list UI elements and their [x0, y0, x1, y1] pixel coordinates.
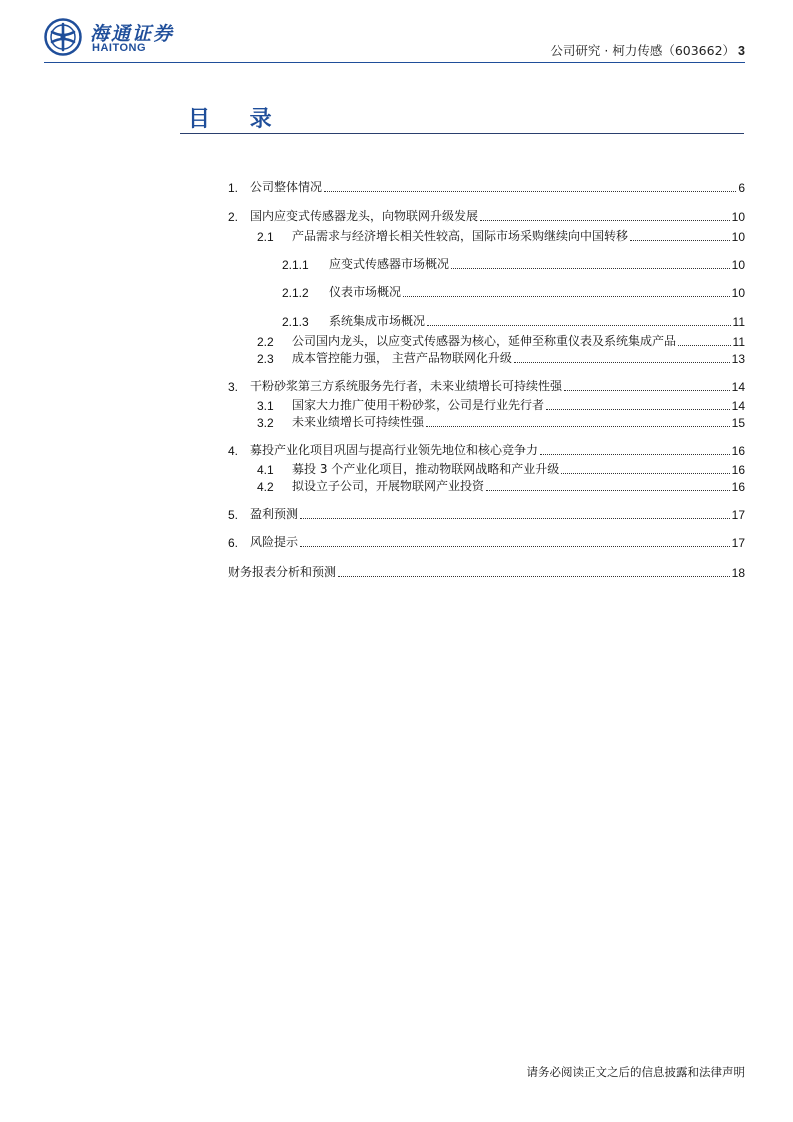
toc-entry-page: 14: [731, 399, 745, 413]
page-header: [0, 0, 793, 70]
page-number: 3: [738, 44, 745, 58]
toc-dot-leader: [403, 296, 730, 297]
toc-entry[interactable]: [257, 414, 745, 430]
toc-entry[interactable]: [257, 397, 745, 413]
toc-entry-page: 11: [732, 335, 745, 349]
toc-entry-page: 10: [731, 286, 745, 300]
haitong-logo-icon: [44, 18, 82, 56]
toc-entry[interactable]: [282, 313, 745, 329]
toc-entry[interactable]: [228, 534, 745, 550]
toc-entry[interactable]: [257, 478, 745, 494]
toc-entry-number: 2.3: [257, 352, 274, 366]
toc-entry[interactable]: [228, 378, 745, 394]
toc-entry-page: 11: [732, 315, 745, 329]
toc-entry-number: 1.: [228, 181, 239, 195]
toc-dot-leader: [427, 325, 731, 326]
toc-title-rule: [180, 133, 744, 134]
toc-entry[interactable]: [228, 442, 745, 458]
toc-entry-title: 应变式传感器市场概况: [329, 257, 450, 271]
toc-entry[interactable]: [228, 179, 745, 195]
logo-chinese-text: 海通证券: [90, 23, 175, 45]
toc-entry-title: 仪表市场概况: [329, 285, 402, 299]
toc-dot-leader: [630, 240, 730, 241]
toc-dot-leader: [300, 518, 730, 519]
toc-entry-number: 6.: [228, 536, 239, 550]
toc-entry-page: 18: [731, 566, 745, 580]
toc-dot-leader: [426, 426, 730, 427]
toc-dot-leader: [540, 454, 730, 455]
toc-entry-number: 2.2: [257, 335, 274, 349]
toc-entry[interactable]: [282, 284, 745, 300]
toc-entry-title: 风险提示: [250, 535, 299, 549]
toc-entry-title: 国家大力推广使用干粉砂浆，公司是行业先行者: [292, 398, 545, 412]
logo-english-text: HAITONG: [92, 42, 147, 54]
toc-entry-title: 募投产业化项目巩固与提高行业领先地位和核心竞争力: [250, 443, 539, 457]
toc-entry-title: 未来业绩增长可持续性强: [292, 415, 425, 429]
toc-entry-title: 产品需求与经济增长相关性较高，国际市场采购继续向中国转移: [292, 229, 629, 243]
toc-entry[interactable]: [228, 506, 745, 522]
toc-dot-leader: [300, 546, 730, 547]
toc-entry-number: 4.: [228, 444, 239, 458]
toc-entry-number: 3.1: [257, 399, 274, 413]
haitong-logo: [44, 18, 194, 58]
header-report-title: [550, 41, 745, 59]
header-divider: [44, 62, 745, 63]
toc-entry-page: 17: [731, 508, 745, 522]
toc-entry-title: 成本管控能力强， 主营产品物联网化升级: [292, 351, 512, 365]
disclaimer-footer: 请务必阅读正文之后的信息披露和法律声明: [526, 1065, 745, 1079]
toc-dot-leader: [514, 362, 730, 363]
toc-entry-title: 盈利预测: [250, 507, 299, 521]
toc-entry-number: 2.1.3: [282, 315, 309, 329]
toc-dot-leader: [338, 576, 730, 577]
toc-entry-page: 10: [731, 230, 745, 244]
toc-title: 目 录: [188, 107, 288, 132]
toc-entry-number: 3.: [228, 380, 239, 394]
toc-entry-number: 2.1.1: [282, 258, 309, 272]
toc-dot-leader: [486, 490, 730, 491]
toc-dot-leader: [480, 220, 730, 221]
toc-entry[interactable]: [228, 564, 745, 580]
toc-entry-page: 16: [731, 463, 745, 477]
toc-entry[interactable]: [257, 333, 745, 349]
toc-entry-title: 国内应变式传感器龙头，向物联网升级发展: [250, 209, 479, 223]
toc-entry-page: 16: [731, 444, 745, 458]
toc-entry[interactable]: [282, 256, 745, 272]
toc-dot-leader: [324, 191, 736, 192]
toc-entry[interactable]: [228, 208, 745, 224]
toc-entry-number: 4.1: [257, 463, 274, 477]
toc-entry[interactable]: [257, 228, 745, 244]
toc-dot-leader: [546, 409, 730, 410]
toc-dot-leader: [561, 473, 729, 474]
toc-entry-title: 系统集成市场概况: [329, 314, 426, 328]
toc-entry-title: 公司国内龙头，以应变式传感器为核心，延伸至称重仪表及系统集成产品: [292, 334, 677, 348]
toc-entry-number: 3.2: [257, 416, 274, 430]
toc-entry-page: 16: [731, 480, 745, 494]
toc-entry-page: 10: [731, 258, 745, 272]
toc-entry-number: 4.2: [257, 480, 274, 494]
toc-dot-leader: [678, 345, 731, 346]
toc-entry-title: 公司整体情况: [250, 180, 323, 194]
toc-entry-page: 6: [738, 181, 745, 195]
toc-entry-page: 13: [731, 352, 745, 366]
toc-entry-title: 拟设立子公司，开展物联网产业投资: [292, 479, 485, 493]
toc-entry[interactable]: [257, 461, 745, 477]
toc-entry-title: 募投 3 个产业化项目，推动物联网战略和产业升级: [292, 462, 560, 476]
toc-entry-page: 14: [731, 380, 745, 394]
toc-entry-page: 10: [731, 210, 745, 224]
toc-entry-number: 2.1: [257, 230, 274, 244]
toc-entry-number: 2.: [228, 210, 239, 224]
report-title: 公司研究 · 柯力传感（603662）: [550, 43, 736, 58]
toc-entry-title: 干粉砂浆第三方系统服务先行者，未来业绩增长可持续性强: [250, 379, 563, 393]
toc-entry-number: 5.: [228, 508, 239, 522]
toc-entry-page: 17: [731, 536, 745, 550]
toc-entry-page: 15: [731, 416, 745, 430]
toc-dot-leader: [451, 268, 730, 269]
toc-entry[interactable]: [257, 350, 745, 366]
toc-entry-number: 2.1.2: [282, 286, 309, 300]
toc-dot-leader: [564, 390, 730, 391]
toc-entry-title: 财务报表分析和预测: [228, 565, 337, 579]
